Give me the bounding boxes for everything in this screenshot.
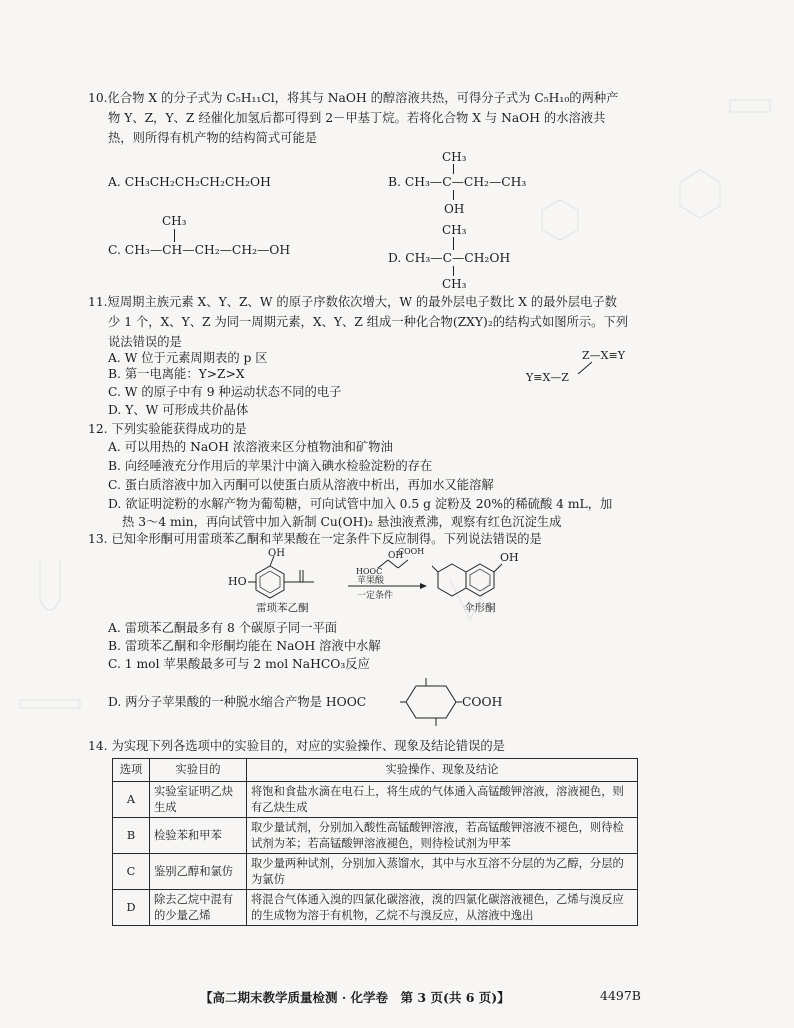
q13-stem: 13. 已知伞形酮可用雷琐苯乙酮和苹果酸在一定条件下反应制得。下列说法错误的是 (88, 532, 542, 546)
q13-product-oh: OH (500, 551, 519, 564)
q12-stem: 12. 下列实验能获得成功的是 (88, 422, 247, 436)
row-operation: 将饱和食盐水滴在电石上，将生成的气体通入高锰酸钾溶液，溶液褪色，则有乙炔生成 (247, 782, 638, 818)
q13-option-d: D. 两分子苹果酸的一种脱水缩合产物是 HOOC (108, 695, 367, 709)
page-footer: 【高二期末教学质量检测 · 化学卷 第 3 页(共 6 页)】 (200, 990, 510, 1005)
q13-option-c: C. 1 mol 苹果酸最多可与 2 mol NaHCO₃反应 (108, 657, 370, 671)
row-label: B (113, 818, 150, 854)
q11-stem-line2: 少 1 个，X、Y、Z 为同一周期元素，X、Y、Z 组成一种化合物(ZXY)₂的结构式如图所示。下列 (108, 315, 629, 329)
q10-option-d-bottom: CH₃ (442, 277, 467, 291)
table-header-cell: 实验目的 (150, 759, 247, 782)
q11-structure-top: Z—X≡Y (582, 349, 625, 362)
q13-oh-top: OH (268, 548, 285, 559)
table-row (113, 890, 638, 926)
q13-product-name: 伞形酮 (464, 602, 496, 614)
q13-malic-hooc: HOOC (356, 567, 383, 576)
q10-stem-line2: 物 Y、Z，Y、Z 经催化加氢后都可得到 2－甲基丁烷。若将化合物 X 与 NaOH 的水溶液共 (108, 111, 606, 125)
row-aim: 检验苯和甲苯 (150, 818, 247, 854)
q11-stem-line3: 说法错误的是 (108, 335, 182, 349)
q10-option-b-bond-bottom (453, 190, 454, 200)
q12-option-a: A. 可以用热的 NaOH 浓溶液来区分植物油和矿物油 (108, 440, 393, 454)
row-label: C (113, 854, 150, 890)
q10-option-b-bottom: OH (444, 202, 465, 216)
table-header-cell: 实验操作、现象及结论 (247, 759, 638, 782)
row-operation: 取少量两种试剂，分别加入蒸馏水，其中与水互溶不分层的为乙醇，分层的为氯仿 (247, 854, 638, 890)
q11-option-c: C. W 的原子中有 9 种运动状态不同的电子 (108, 385, 342, 399)
q13-option-a: A. 雷琐苯乙酮最多有 8 个碳原子同一平面 (108, 621, 338, 635)
paper-code: 4497B (600, 988, 641, 1003)
q10-stem-line1: 10.化合物 X 的分子式为 C₅H₁₁Cl，将其与 NaOH 的醇溶液共热，可得分子式为 C₅H₁₀的两种产 (88, 91, 619, 105)
row-aim: 除去乙烷中混有的少量乙烯 (150, 890, 247, 926)
q11-structure-bottom: Y≡X—Z (526, 371, 569, 384)
q11-stem-line1: 11.短周期主族元素 X、Y、Z、W 的原子序数依次增大，W 的最外层电子数比 X 的最外层电子数 (88, 295, 617, 309)
q10-option-c: C. CH₃—CH—CH₂—CH₂—OH (108, 243, 291, 257)
q12-option-c: C. 蛋白质溶液中加入丙酮可以使蛋白质从溶液中析出，再加水又能溶解 (108, 478, 494, 492)
table-row (113, 818, 638, 854)
row-aim: 鉴别乙醇和氯仿 (150, 854, 247, 890)
q14-stem: 14. 为实现下列各选项中的实验目的，对应的实验操作、现象及结论错误的是 (88, 739, 505, 753)
row-operation: 取少量试剂，分别加入酸性高锰酸钾溶液，若高锰酸钾溶液不褪色，则待检试剂为苯；若高锰酸钾溶液褪色，则待检试剂为甲苯 (247, 818, 638, 854)
q13-reactant-name: 雷琐苯乙酮 (256, 602, 309, 614)
row-operation: 将混合气体通入溴的四氯化碳溶液，溴的四氯化碳溶液褪色，乙烯与溴反应的生成物为溶于有机物，乙烷不与溴反应，从溶液中逸出 (247, 890, 638, 926)
row-label: A (113, 782, 150, 818)
q13-option-d-right: COOH (462, 695, 503, 709)
q12-option-d-line1: D. 欲证明淀粉的水解产物为葡萄糖，可向试管中加入 0.5 g 淀粉及 20%的稀硫酸 4 mL，加 (108, 497, 613, 511)
q12-option-b: B. 向经唾液充分作用后的苹果汁中滴入碘水检验淀粉的存在 (108, 459, 433, 473)
q10-option-d-top: CH₃ (442, 223, 467, 237)
q13-ho-left: HO (228, 575, 247, 588)
q11-structure-bonds (570, 360, 600, 376)
q10-option-a: A. CH₃CH₂CH₂CH₂CH₂OH (108, 175, 271, 189)
q10-option-b: B. CH₃—C—CH₂—CH₃ (388, 175, 527, 189)
q10-option-c-bond (174, 229, 175, 242)
q11-option-d: D. Y、W 可形成共价晶体 (108, 403, 249, 417)
q11-option-b: B. 第一电离能：Y>Z>X (108, 367, 245, 381)
q10-option-d-bond-bottom (453, 266, 454, 276)
q13-arrow-top: 苹果酸 (357, 576, 385, 586)
q10-stem-line3: 热，则所得有机产物的结构简式可能是 (108, 131, 318, 145)
q13-option-b: B. 雷琐苯乙酮和伞形酮均能在 NaOH 溶液中水解 (108, 639, 381, 653)
q10-option-d: D. CH₃—C—CH₂OH (388, 251, 511, 265)
q11-option-a: A. W 位于元素周期表的 p 区 (108, 351, 268, 365)
table-row (113, 854, 638, 890)
q13-malic-oh: OH (388, 551, 404, 561)
q10-option-b-bond-top (453, 164, 454, 174)
q12-option-d-line2: 热 3～4 min，再向试管中加入新制 Cu(OH)₂ 悬浊液煮沸，观察有红色沉淀生成 (122, 515, 562, 529)
table-row (113, 782, 638, 818)
q10-option-b-top: CH₃ (442, 150, 467, 164)
table-header-cell: 选项 (113, 759, 150, 782)
q10-option-d-bond-top (453, 237, 454, 250)
row-aim: 实验室证明乙炔生成 (150, 782, 247, 818)
q13-dilactone-ring (400, 676, 462, 728)
q10-option-c-top: CH₃ (162, 214, 187, 228)
q14-table (112, 758, 638, 926)
row-label: D (113, 890, 150, 926)
q13-arrow-bottom: 一定条件 (357, 591, 394, 601)
table-header-row (113, 759, 638, 782)
q13-malic-cooh: COOH (398, 547, 425, 556)
